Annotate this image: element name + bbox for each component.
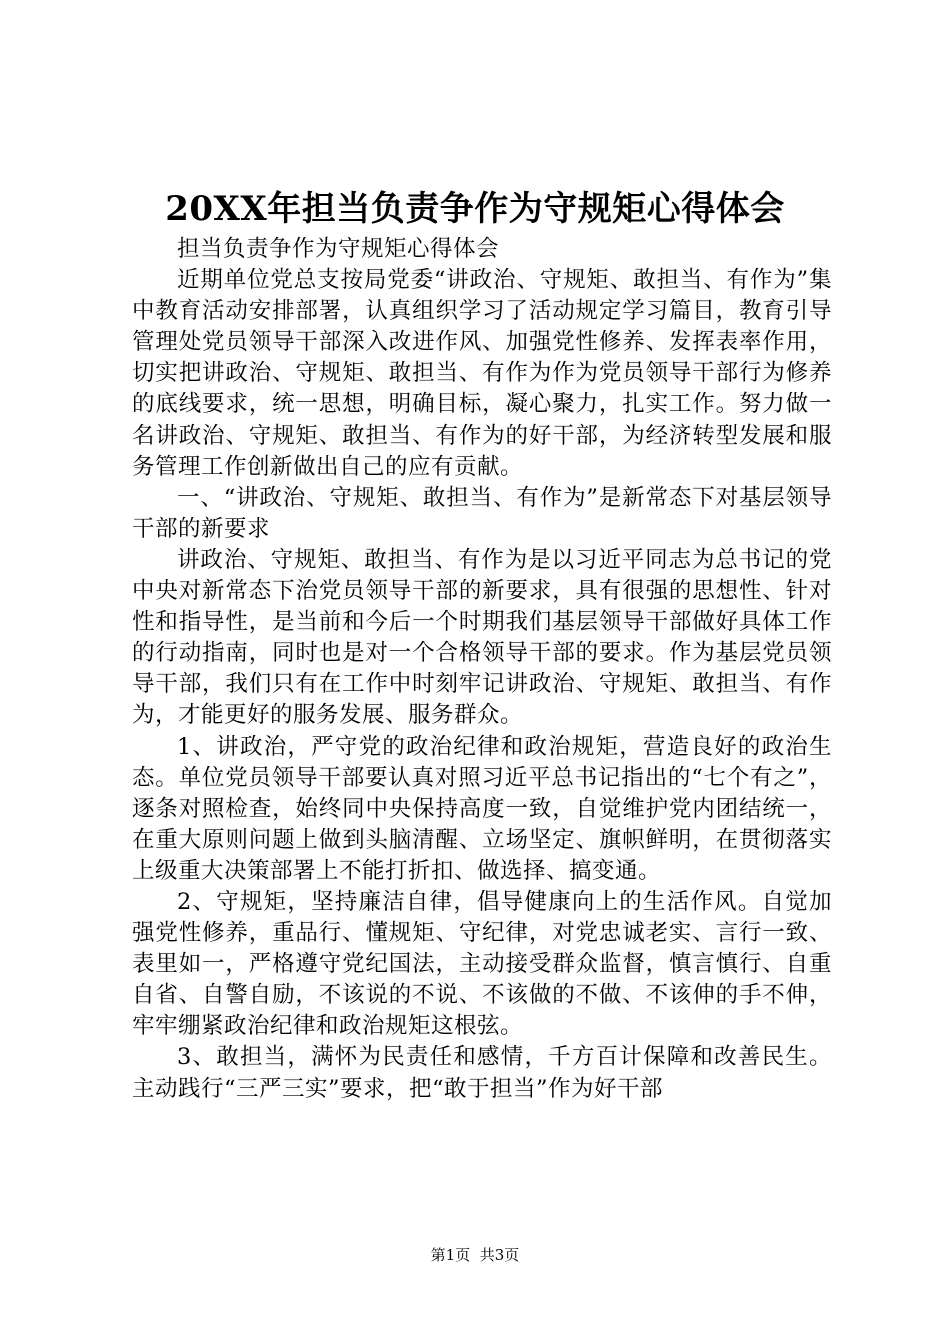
paragraph-intro: 近期单位党总支按局党委“讲政治、守规矩、敢担当、有作为”集中教育活动安排部署，认真组织学习了活动规定学习篇目，教育引导管理处党员领导干部深入改进作风、加强党性修养、发挥表率作用，切实把讲政治、守规矩、敢担当、有作为作为党员领导干部行为修养的底线要求，统一思想，明确目标，凝心聚力，扎实工作。努力做一名讲政治、守规矩、敢担当、有作为的好干部，为经济转型发展和服务管理工作创新做出自己的应有贡献。 — [132, 267, 832, 480]
paragraph-point-1: 1、讲政治，严守党的政治纪律和政治规矩，营造良好的政治生态。单位党员领导干部要认真对照习近平总书记指出的“七个有之”，逐条对照检查，始终同中央保持高度一致，自觉维护党内团结统一，在重大原则问题上做到头脑清醒、立场坚定、旗帜鲜明，在贯彻落实上级重大决策部署上不能打折扣、做选择、搞变通。 — [132, 733, 832, 884]
page-total: 共3页 — [479, 1246, 520, 1264]
paragraph-point-3: 3、敢担当，满怀为民责任和感情，千方百计保障和改善民生。主动践行“三严三实”要求，把“敢于担当”作为好干部 — [132, 1044, 832, 1102]
paragraph-subtitle: 担当负责争作为守规矩心得体会 — [177, 236, 500, 262]
paragraph-point-2: 2、守规矩，坚持廉洁自律，倡导健康向上的生活作风。自觉加强党性修养，重品行、懂规矩、守纪律，对党忠诚老实、言行一致、表里如一，严格遵守党纪国法，主动接受群众监督，慎言慎行、自重自省、自警自励，不该说的不说、不该做的不做、不该伸的手不伸，牢牢绷紧政治纪律和政治规矩这根弦。 — [132, 888, 832, 1040]
page-number: 第1页 — [430, 1246, 471, 1264]
page-footer — [0, 1244, 950, 1266]
paragraph-section-1: 讲政治、守规矩、敢担当、有作为是以习近平同志为总书记的党中央对新常态下治党员领导干部的新要求，具有很强的思想性、针对性和指导性，是当前和今后一个时期我们基层领导干部做好具体工作的行动指南，同时也是对一个合格领导干部的要求。作为基层党员领导干部，我们只有在工作中时刻牢记讲政治、守规矩、敢担当、有作为，才能更好的服务发展、服务群众。 — [132, 546, 832, 729]
section-heading-1: 一、“讲政治、守规矩、敢担当、有作为”是新常态下对基层领导干部的新要求 — [132, 484, 832, 542]
document-body — [132, 234, 832, 1105]
document-title: 20XX年担当负责争作为守规矩心得体会 — [165, 189, 785, 229]
